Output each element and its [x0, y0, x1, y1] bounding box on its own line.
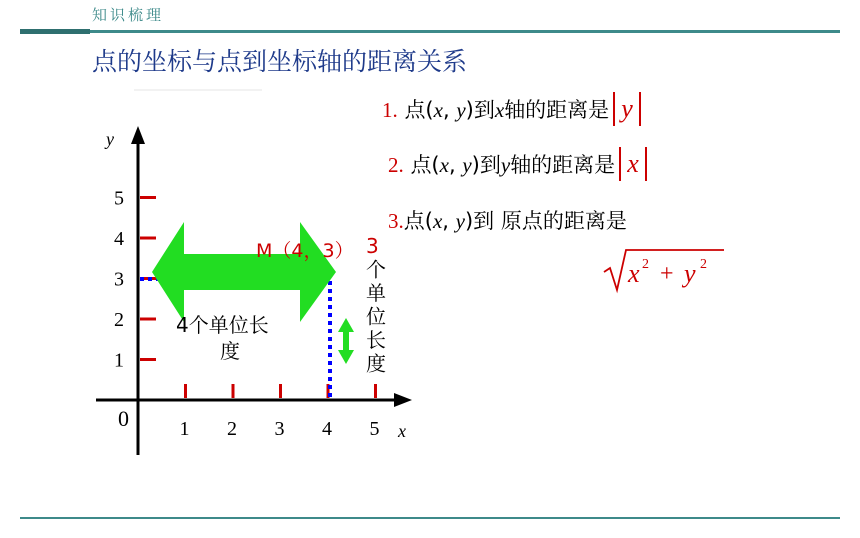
x-tick-label: 2: [227, 418, 237, 440]
x-axis-arrowhead: [394, 393, 412, 407]
abs-value-result: y: [613, 92, 641, 126]
abs-value-result: x: [619, 147, 647, 181]
formula-y: y: [684, 259, 696, 288]
statement-number: 2.: [388, 153, 404, 177]
axis-name: x: [494, 98, 505, 122]
axis-name: y: [500, 153, 511, 177]
var-x: x: [439, 153, 449, 177]
formula-plus: +: [660, 261, 674, 287]
x-axis-label: x: [398, 421, 406, 441]
comma: ,: [442, 98, 457, 122]
y-tick-label: 4: [114, 228, 124, 250]
var-x: x: [432, 209, 443, 233]
formula-exp-1: 2: [642, 257, 649, 272]
y-axis-arrowhead: [131, 126, 145, 144]
y-tick-label: 5: [114, 187, 124, 210]
y-axis-label: y: [106, 129, 114, 149]
vertical-note-char: 位: [366, 304, 386, 329]
statement-text: 轴的距离是: [504, 98, 610, 122]
statement-text: 点(: [403, 209, 433, 233]
comma: ,: [448, 153, 463, 177]
statement-number: 1.: [382, 98, 398, 122]
statement-text: )到 原点的距离是: [464, 209, 627, 233]
formula-exp-2: 2: [700, 257, 707, 272]
y-tick-label: 1: [114, 349, 124, 372]
horizontal-distance-note: 4个单位长: [176, 313, 269, 337]
x-tick-label: 4: [322, 418, 332, 440]
statement-number: 3.: [388, 209, 404, 233]
statement-text: )到: [465, 98, 495, 122]
statement-text: 点(: [404, 98, 434, 122]
vertical-distance-note: [366, 234, 386, 376]
var-y: y: [462, 153, 472, 177]
vertical-double-arrow: [338, 318, 354, 364]
point-m-label: M（4，3）: [256, 240, 354, 262]
vertical-note-char: 单: [366, 281, 386, 305]
slide-title: 点的坐标与点到坐标轴的距离关系: [92, 47, 468, 76]
origin-label: 0: [118, 406, 129, 431]
var-x: x: [433, 98, 443, 122]
vertical-note-char: 个: [366, 257, 386, 282]
comma: ,: [442, 209, 456, 233]
section-label: 知识梳理: [92, 6, 165, 24]
x-tick-label: 3: [274, 418, 285, 440]
y-tick-label: 3: [114, 268, 124, 291]
statement-text: )到: [471, 153, 501, 177]
x-tick-label: 5: [369, 418, 380, 440]
vertical-note-char: 度: [366, 351, 386, 376]
footer-divider: [20, 517, 840, 519]
vertical-note-char: 3: [366, 234, 379, 258]
x-tick-label: 1: [179, 418, 190, 440]
vertical-note-char: 长: [366, 328, 386, 352]
var-y: y: [456, 98, 466, 122]
formula-x: x: [628, 259, 640, 288]
statement-text: 轴的距离是: [510, 153, 616, 177]
horizontal-distance-note-cont: 度: [220, 339, 240, 363]
var-y: y: [455, 209, 465, 233]
horizontal-double-arrow: [152, 222, 336, 322]
statement-text: 点(: [410, 153, 440, 177]
y-tick-label: 2: [114, 309, 124, 331]
